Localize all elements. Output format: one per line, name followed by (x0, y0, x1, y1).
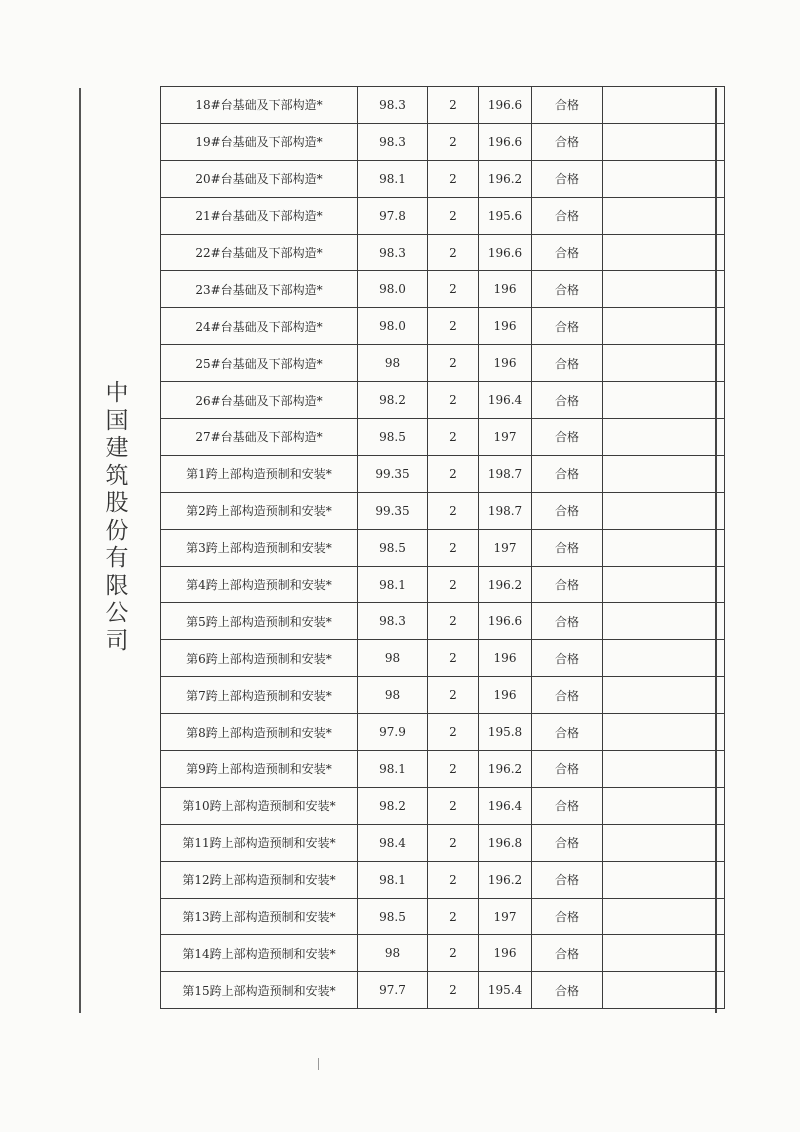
table-row (161, 160, 725, 197)
weight-cell: 2 (428, 566, 479, 603)
result-cell: 合格 (532, 529, 603, 566)
table-row (161, 271, 725, 308)
weighted-total-cell: 196.6 (479, 87, 532, 124)
item-name-cell: 第6跨上部构造预制和安装* (161, 640, 358, 677)
result-cell: 合格 (532, 677, 603, 714)
weighted-total-cell: 198.7 (479, 492, 532, 529)
score-cell: 98 (358, 345, 428, 382)
table-row (161, 492, 725, 529)
weighted-total-cell: 195.4 (479, 972, 532, 1009)
score-cell: 98.1 (358, 566, 428, 603)
weighted-total-cell: 197 (479, 898, 532, 935)
weight-cell: 2 (428, 382, 479, 419)
weighted-total-cell: 196.2 (479, 566, 532, 603)
score-cell: 98.5 (358, 898, 428, 935)
score-cell: 98.3 (358, 603, 428, 640)
item-name-cell: 第13跨上部构造预制和安装* (161, 898, 358, 935)
weighted-total-cell: 197 (479, 419, 532, 456)
score-cell: 98.3 (358, 87, 428, 124)
weighted-total-cell: 196.2 (479, 160, 532, 197)
weight-cell: 2 (428, 603, 479, 640)
weight-cell: 2 (428, 861, 479, 898)
quality-assessment-table (160, 86, 725, 1009)
weight-cell: 2 (428, 197, 479, 234)
weight-cell: 2 (428, 419, 479, 456)
table-row (161, 197, 725, 234)
remark-cell (603, 787, 725, 824)
score-cell: 99.35 (358, 492, 428, 529)
remark-cell (603, 123, 725, 160)
weight-cell: 2 (428, 123, 479, 160)
table-row (161, 455, 725, 492)
remark-cell (603, 234, 725, 271)
result-cell: 合格 (532, 492, 603, 529)
weight-cell: 2 (428, 492, 479, 529)
remark-cell (603, 455, 725, 492)
table-row (161, 861, 725, 898)
result-cell: 合格 (532, 972, 603, 1009)
result-cell: 合格 (532, 935, 603, 972)
weighted-total-cell: 195.6 (479, 197, 532, 234)
table-row (161, 234, 725, 271)
score-cell: 98.3 (358, 123, 428, 160)
company-name-vertical: 中国建筑股份有限公司 (105, 380, 129, 654)
weighted-total-cell: 196.2 (479, 861, 532, 898)
score-cell: 98.0 (358, 271, 428, 308)
item-name-cell: 26#台基础及下部构造* (161, 382, 358, 419)
weighted-total-cell: 196 (479, 677, 532, 714)
table-row (161, 972, 725, 1009)
item-name-cell: 第2跨上部构造预制和安装* (161, 492, 358, 529)
item-name-cell: 第3跨上部构造预制和安装* (161, 529, 358, 566)
weight-cell: 2 (428, 160, 479, 197)
weight-cell: 2 (428, 751, 479, 788)
score-cell: 98 (358, 640, 428, 677)
table-row (161, 824, 725, 861)
result-cell: 合格 (532, 824, 603, 861)
item-name-cell: 第4跨上部构造预制和安装* (161, 566, 358, 603)
result-cell: 合格 (532, 640, 603, 677)
weighted-total-cell: 196.4 (479, 787, 532, 824)
item-name-cell: 27#台基础及下部构造* (161, 419, 358, 456)
weight-cell: 2 (428, 898, 479, 935)
weight-cell: 2 (428, 455, 479, 492)
table-row (161, 603, 725, 640)
remark-cell (603, 197, 725, 234)
remark-cell (603, 382, 725, 419)
remark-cell (603, 308, 725, 345)
weighted-total-cell: 196.6 (479, 234, 532, 271)
result-cell: 合格 (532, 345, 603, 382)
table-row (161, 566, 725, 603)
table-row (161, 345, 725, 382)
table-row (161, 787, 725, 824)
weighted-total-cell: 195.8 (479, 714, 532, 751)
table-row (161, 640, 725, 677)
table-row (161, 87, 725, 124)
item-name-cell: 23#台基础及下部构造* (161, 271, 358, 308)
table-row (161, 677, 725, 714)
item-name-cell: 21#台基础及下部构造* (161, 197, 358, 234)
table-row (161, 898, 725, 935)
weighted-total-cell: 196 (479, 271, 532, 308)
table-row (161, 308, 725, 345)
remark-cell (603, 824, 725, 861)
result-cell: 合格 (532, 382, 603, 419)
item-name-cell: 第14跨上部构造预制和安装* (161, 935, 358, 972)
item-name-cell: 第12跨上部构造预制和安装* (161, 861, 358, 898)
weight-cell: 2 (428, 935, 479, 972)
score-cell: 98.2 (358, 787, 428, 824)
result-cell: 合格 (532, 123, 603, 160)
score-cell: 98.1 (358, 751, 428, 788)
score-cell: 98.2 (358, 382, 428, 419)
score-cell: 98.0 (358, 308, 428, 345)
item-name-cell: 18#台基础及下部构造* (161, 87, 358, 124)
item-name-cell: 19#台基础及下部构造* (161, 123, 358, 160)
result-cell: 合格 (532, 197, 603, 234)
score-cell: 98 (358, 935, 428, 972)
item-name-cell: 第8跨上部构造预制和安装* (161, 714, 358, 751)
remark-cell (603, 566, 725, 603)
result-cell: 合格 (532, 787, 603, 824)
weighted-total-cell: 196.4 (479, 382, 532, 419)
result-cell: 合格 (532, 271, 603, 308)
remark-cell (603, 160, 725, 197)
table-row (161, 714, 725, 751)
result-cell: 合格 (532, 861, 603, 898)
page-footer-mark (318, 1058, 319, 1070)
weighted-total-cell: 196 (479, 935, 532, 972)
score-cell: 97.7 (358, 972, 428, 1009)
score-cell: 98.1 (358, 160, 428, 197)
weight-cell: 2 (428, 824, 479, 861)
weight-cell: 2 (428, 529, 479, 566)
item-name-cell: 第11跨上部构造预制和安装* (161, 824, 358, 861)
item-name-cell: 第5跨上部构造预制和安装* (161, 603, 358, 640)
table-row (161, 751, 725, 788)
score-cell: 98 (358, 677, 428, 714)
score-cell: 98.3 (358, 234, 428, 271)
weighted-total-cell: 196 (479, 308, 532, 345)
remark-cell (603, 345, 725, 382)
item-name-cell: 第9跨上部构造预制和安装* (161, 751, 358, 788)
score-cell: 97.8 (358, 197, 428, 234)
score-cell: 98.5 (358, 419, 428, 456)
result-cell: 合格 (532, 566, 603, 603)
table-body (161, 87, 725, 1009)
weight-cell: 2 (428, 787, 479, 824)
score-cell: 98.1 (358, 861, 428, 898)
item-name-cell: 第1跨上部构造预制和安装* (161, 455, 358, 492)
weighted-total-cell: 197 (479, 529, 532, 566)
remark-cell (603, 898, 725, 935)
weight-cell: 2 (428, 677, 479, 714)
result-cell: 合格 (532, 714, 603, 751)
remark-cell (603, 419, 725, 456)
remark-cell (603, 492, 725, 529)
remark-cell (603, 603, 725, 640)
table-row (161, 529, 725, 566)
weighted-total-cell: 196 (479, 640, 532, 677)
remark-cell (603, 529, 725, 566)
weighted-total-cell: 198.7 (479, 455, 532, 492)
weight-cell: 2 (428, 308, 479, 345)
weight-cell: 2 (428, 640, 479, 677)
result-cell: 合格 (532, 898, 603, 935)
weighted-total-cell: 196 (479, 345, 532, 382)
result-cell: 合格 (532, 455, 603, 492)
binding-margin-line (79, 88, 81, 1013)
result-cell: 合格 (532, 751, 603, 788)
result-cell: 合格 (532, 603, 603, 640)
item-name-cell: 25#台基础及下部构造* (161, 345, 358, 382)
table-row (161, 419, 725, 456)
weight-cell: 2 (428, 271, 479, 308)
item-name-cell: 第10跨上部构造预制和安装* (161, 787, 358, 824)
score-cell: 98.5 (358, 529, 428, 566)
weight-cell: 2 (428, 234, 479, 271)
result-cell: 合格 (532, 419, 603, 456)
item-name-cell: 第7跨上部构造预制和安装* (161, 677, 358, 714)
result-cell: 合格 (532, 160, 603, 197)
weight-cell: 2 (428, 87, 479, 124)
table-row (161, 382, 725, 419)
remark-cell (603, 677, 725, 714)
score-cell: 97.9 (358, 714, 428, 751)
weight-cell: 2 (428, 345, 479, 382)
result-cell: 合格 (532, 308, 603, 345)
remark-cell (603, 271, 725, 308)
remark-cell (603, 87, 725, 124)
weight-cell: 2 (428, 714, 479, 751)
weighted-total-cell: 196.6 (479, 603, 532, 640)
weight-cell: 2 (428, 972, 479, 1009)
item-name-cell: 第15跨上部构造预制和安装* (161, 972, 358, 1009)
remark-cell (603, 640, 725, 677)
score-cell: 98.4 (358, 824, 428, 861)
weighted-total-cell: 196.8 (479, 824, 532, 861)
score-cell: 99.35 (358, 455, 428, 492)
remark-cell (603, 972, 725, 1009)
table-row (161, 123, 725, 160)
item-name-cell: 20#台基础及下部构造* (161, 160, 358, 197)
item-name-cell: 22#台基础及下部构造* (161, 234, 358, 271)
result-cell: 合格 (532, 87, 603, 124)
remark-cell (603, 935, 725, 972)
table-row (161, 935, 725, 972)
remark-cell (603, 751, 725, 788)
remark-cell (603, 861, 725, 898)
result-cell: 合格 (532, 234, 603, 271)
remark-cell (603, 714, 725, 751)
item-name-cell: 24#台基础及下部构造* (161, 308, 358, 345)
weighted-total-cell: 196.2 (479, 751, 532, 788)
weighted-total-cell: 196.6 (479, 123, 532, 160)
